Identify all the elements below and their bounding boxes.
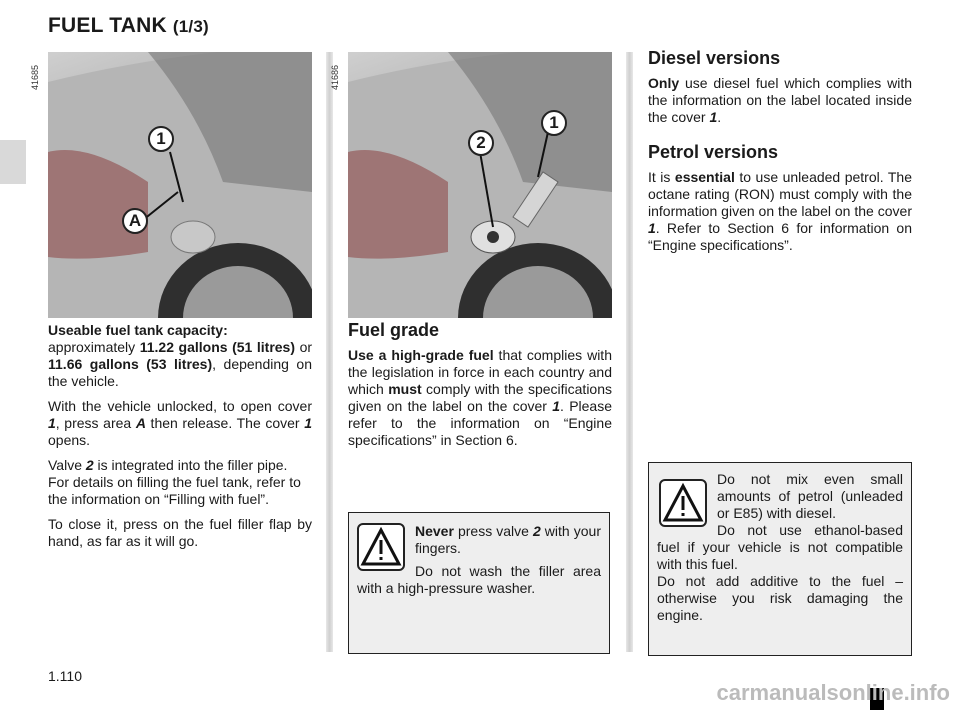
page-title bbox=[48, 14, 209, 38]
left-column bbox=[48, 322, 312, 558]
diesel-paragraph: Only use diesel fuel which complies with the information on the label located inside the cover 1. bbox=[648, 75, 912, 125]
car-illustration-1 bbox=[48, 52, 312, 318]
petrol-paragraph: It is essential to use unleaded petrol. The octane rating (RON) must comply with the information given on the label on the cover 1. Refer to Section 6 for information on “Engine specifications”. bbox=[648, 169, 913, 253]
title-part: (1/3) bbox=[172, 17, 209, 36]
fuel-grade-heading: Fuel grade bbox=[348, 320, 440, 340]
fuel-warning-line1: Do not mix even small amounts of petrol (unleaded or E85) with diesel. bbox=[717, 471, 903, 521]
column-divider-2 bbox=[626, 52, 633, 652]
car-illustration-2 bbox=[348, 52, 612, 318]
fuel-grade-paragraph: Use a high-grade fuel that complies with the legislation in force in each country and which must comply with the specifications given on the label on the cover 1. Please refer to the information on “Engine specifications” in Section 6. bbox=[348, 347, 612, 448]
warning-triangle-icon bbox=[357, 523, 405, 571]
callout-1b: 1 bbox=[541, 110, 567, 136]
column-divider-1 bbox=[326, 52, 333, 652]
capacity-paragraph: Useable fuel tank capacity: approximately 11.22 gallons (51 litres) or 11.66 gallons (53 litres), depending on the vehicle. bbox=[48, 322, 313, 389]
petrol-heading: Petrol versions bbox=[648, 142, 779, 162]
close-paragraph: To close it, press on the fuel filler flap by hand, as far as it will go. bbox=[48, 516, 312, 549]
fuel-warning-line2: Do not use ethanol-based fuel if your vehicle is not compatible with this fuel. bbox=[657, 522, 903, 572]
callout-a: A bbox=[122, 208, 148, 234]
callout-2: 2 bbox=[468, 130, 494, 156]
fuel-warning-box bbox=[648, 462, 912, 656]
page-number: 1.110 bbox=[48, 668, 82, 684]
valve-warning-box bbox=[348, 512, 610, 654]
title-text: FUEL TANK bbox=[48, 14, 167, 37]
image-ref-2: 41686 bbox=[330, 64, 340, 90]
open-paragraph: With the vehicle unlocked, to open cover 1, press area A then release. The cover 1 opens. bbox=[48, 398, 312, 448]
fuel-flap-closed-image bbox=[48, 52, 312, 318]
middle-column bbox=[348, 322, 612, 457]
diesel-heading: Diesel versions bbox=[648, 48, 781, 68]
valve-warning-line2: Do not wash the filler area with a high-pressure washer. bbox=[357, 563, 601, 596]
watermark: carmanualsonline.info bbox=[716, 680, 950, 705]
section-tab bbox=[0, 140, 26, 184]
warning-triangle-icon bbox=[659, 479, 707, 527]
valve-warning-line1: Never press valve 2 with your fingers. bbox=[415, 523, 601, 556]
right-column bbox=[648, 50, 912, 262]
fuel-flap-open-image bbox=[348, 52, 612, 318]
valve-paragraph: Valve 2 is integrated into the filler pipe. For details on filling the fuel tank, refer to the information on “Filling with fuel”. bbox=[48, 457, 301, 507]
image-ref-1: 41685 bbox=[30, 64, 40, 90]
fuel-warning-line3: Do not add additive to the fuel – otherwise you risk damaging the engine. bbox=[657, 573, 903, 623]
callout-1: 1 bbox=[148, 126, 174, 152]
